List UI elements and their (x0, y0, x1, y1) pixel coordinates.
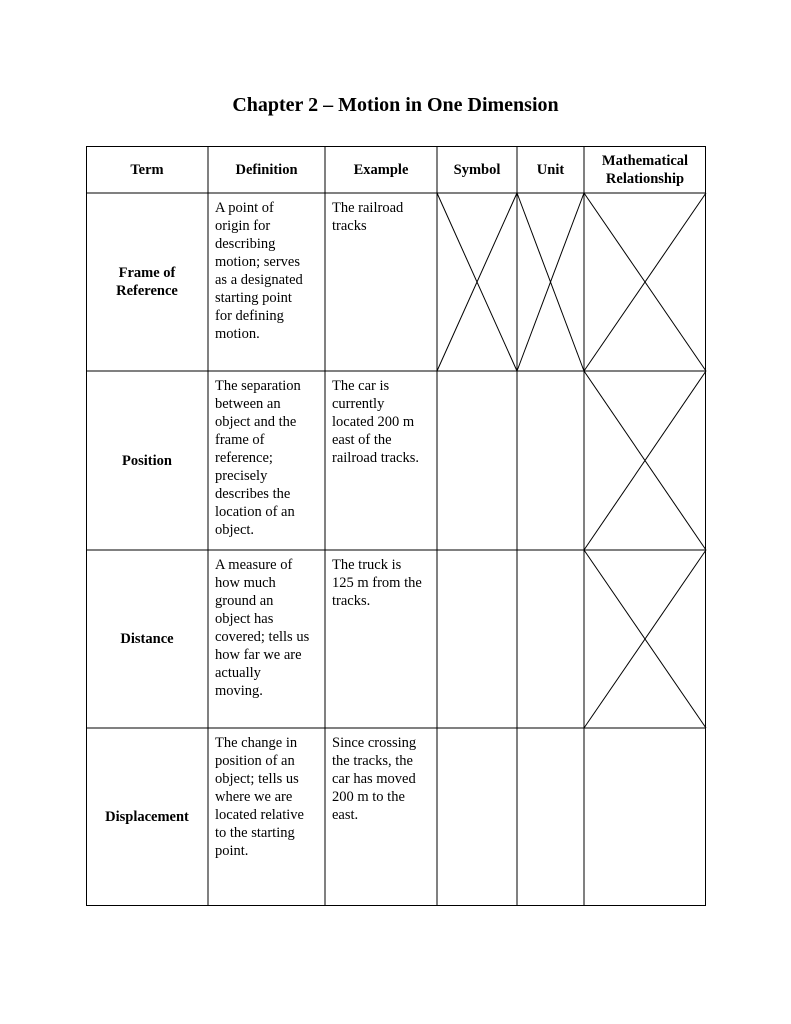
header-symbol: Symbol (453, 161, 501, 178)
example-frame-of-reference: The railroad tracks (332, 200, 404, 234)
terms-table (86, 146, 706, 906)
definition-displacement: The change in position of an object; tells us where we are located relative to the starting point. (215, 735, 304, 859)
term-frame-of-reference: Frame of Reference (116, 265, 178, 299)
example-distance: The truck is 125 m from the tracks. (332, 557, 422, 609)
page-title: Chapter 2 – Motion in One Dimension (232, 94, 559, 116)
term-distance: Distance (120, 631, 174, 647)
header-math: Mathematical Relationship (601, 152, 689, 187)
example-displacement: Since crossing the tracks, the car has moved 200 m to the east. (332, 735, 417, 823)
term-displacement: Displacement (105, 809, 189, 825)
definition-position: The separation between an object and the frame of reference; precisely describes the location of an object. (215, 378, 301, 538)
definition-distance: A measure of how much ground an object has covered; tells us how far we are actually moving. (215, 557, 310, 699)
header-unit: Unit (536, 161, 565, 178)
example-position: The car is currently located 200 m east of the railroad tracks. (332, 378, 419, 466)
header-term: Term (130, 161, 164, 178)
header-definition: Definition (235, 161, 298, 178)
header-example: Example (353, 161, 409, 178)
term-position: Position (122, 452, 172, 469)
definition-frame-of-reference: A point of origin for describing motion; serves as a designated starting point for defining motion. (215, 200, 303, 342)
